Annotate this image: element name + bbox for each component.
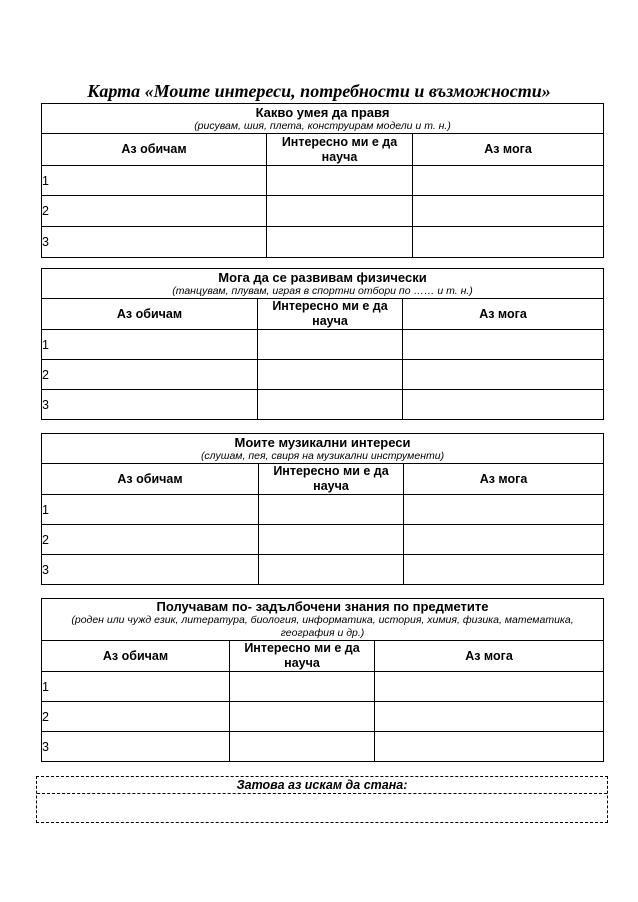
table-row [42, 495, 604, 525]
table-row [42, 525, 604, 555]
row-number: 2 [42, 702, 230, 732]
column-header-like: Аз обичам [42, 134, 267, 166]
column-header-interested: Интересно ми е да науча [267, 134, 413, 166]
blank-cell [258, 360, 403, 390]
section-header [42, 599, 604, 641]
blank-cell [267, 196, 413, 227]
blank-cell [267, 166, 413, 196]
blank-cell [413, 166, 604, 196]
row-number: 2 [42, 525, 259, 555]
column-header-can: Аз мога [403, 299, 604, 330]
conclusion-box [36, 776, 608, 823]
column-header-like: Аз обичам [42, 641, 230, 672]
column-header-like: Аз обичам [42, 299, 258, 330]
row-number: 3 [42, 227, 267, 258]
blank-cell [413, 196, 604, 227]
blank-cell [267, 227, 413, 258]
column-header-interested: Интересно ми е да науча [259, 464, 404, 495]
blank-cell [259, 495, 404, 525]
column-header-interested: Интересно ми е да науча [230, 641, 375, 672]
table-row [42, 732, 604, 762]
section-subtitle: (рисувам, шия, плета, конструирам модели и т. н.) [194, 119, 451, 132]
section-heading: Мога да се развивам физически [218, 269, 427, 285]
section-header [42, 269, 604, 299]
table-row [42, 390, 604, 420]
blank-cell [404, 555, 604, 585]
conclusion-label: Затова аз искам да стана: [37, 777, 607, 794]
blank-cell [258, 390, 403, 420]
table-row [42, 702, 604, 732]
blank-cell [375, 702, 604, 732]
blank-cell [230, 672, 375, 702]
row-number: 2 [42, 196, 267, 227]
column-header-interested: Интересно ми е да науча [258, 299, 403, 330]
table-row [42, 360, 604, 390]
row-number: 1 [42, 672, 230, 702]
blank-cell [404, 525, 604, 555]
blank-cell [403, 330, 604, 360]
section-physical [41, 268, 604, 420]
row-number: 1 [42, 166, 267, 196]
blank-cell [403, 390, 604, 420]
section-header [42, 434, 604, 464]
table-row [42, 330, 604, 360]
section-subtitle: (слушам, пея, свиря на музикални инструменти) [200, 449, 445, 462]
row-number: 1 [42, 330, 258, 360]
blank-cell [230, 732, 375, 762]
section-heading: Моите музикални интереси [234, 434, 411, 450]
section-subjects [41, 598, 604, 762]
section-subtitle: (роден или чужд език, литература, биология, информатика, история, химия, физика, математика, география и др.) [71, 614, 574, 639]
column-header-can: Аз мога [404, 464, 604, 495]
table-row [42, 555, 604, 585]
section-header [42, 104, 604, 134]
blank-cell [375, 732, 604, 762]
row-number: 2 [42, 360, 258, 390]
table-row [42, 166, 604, 196]
blank-cell [413, 227, 604, 258]
table-row [42, 672, 604, 702]
blank-cell [404, 495, 604, 525]
column-header-can: Аз мога [413, 134, 604, 166]
section-heading: Какво умея да правя [255, 104, 390, 120]
blank-cell [259, 525, 404, 555]
blank-cell [259, 555, 404, 585]
table-row [42, 196, 604, 227]
section-music [41, 433, 604, 585]
table-row [42, 227, 604, 258]
blank-cell [230, 702, 375, 732]
row-number: 3 [42, 732, 230, 762]
blank-cell [375, 672, 604, 702]
blank-cell [258, 330, 403, 360]
conclusion-answer-area [37, 794, 607, 823]
row-number: 1 [42, 495, 259, 525]
row-number: 3 [42, 390, 258, 420]
section-heading: Получавам по- задълбочени знания по предметите [156, 599, 489, 614]
document-title: Карта «Моите интереси, потребности и възможности» [87, 81, 551, 101]
section-skills [41, 103, 604, 258]
column-header-like: Аз обичам [42, 464, 259, 495]
row-number: 3 [42, 555, 259, 585]
column-header-can: Аз мога [375, 641, 604, 672]
blank-cell [403, 360, 604, 390]
section-subtitle: (танцувам, плувам, играя в спортни отбори по …… и т. н.) [172, 284, 473, 297]
